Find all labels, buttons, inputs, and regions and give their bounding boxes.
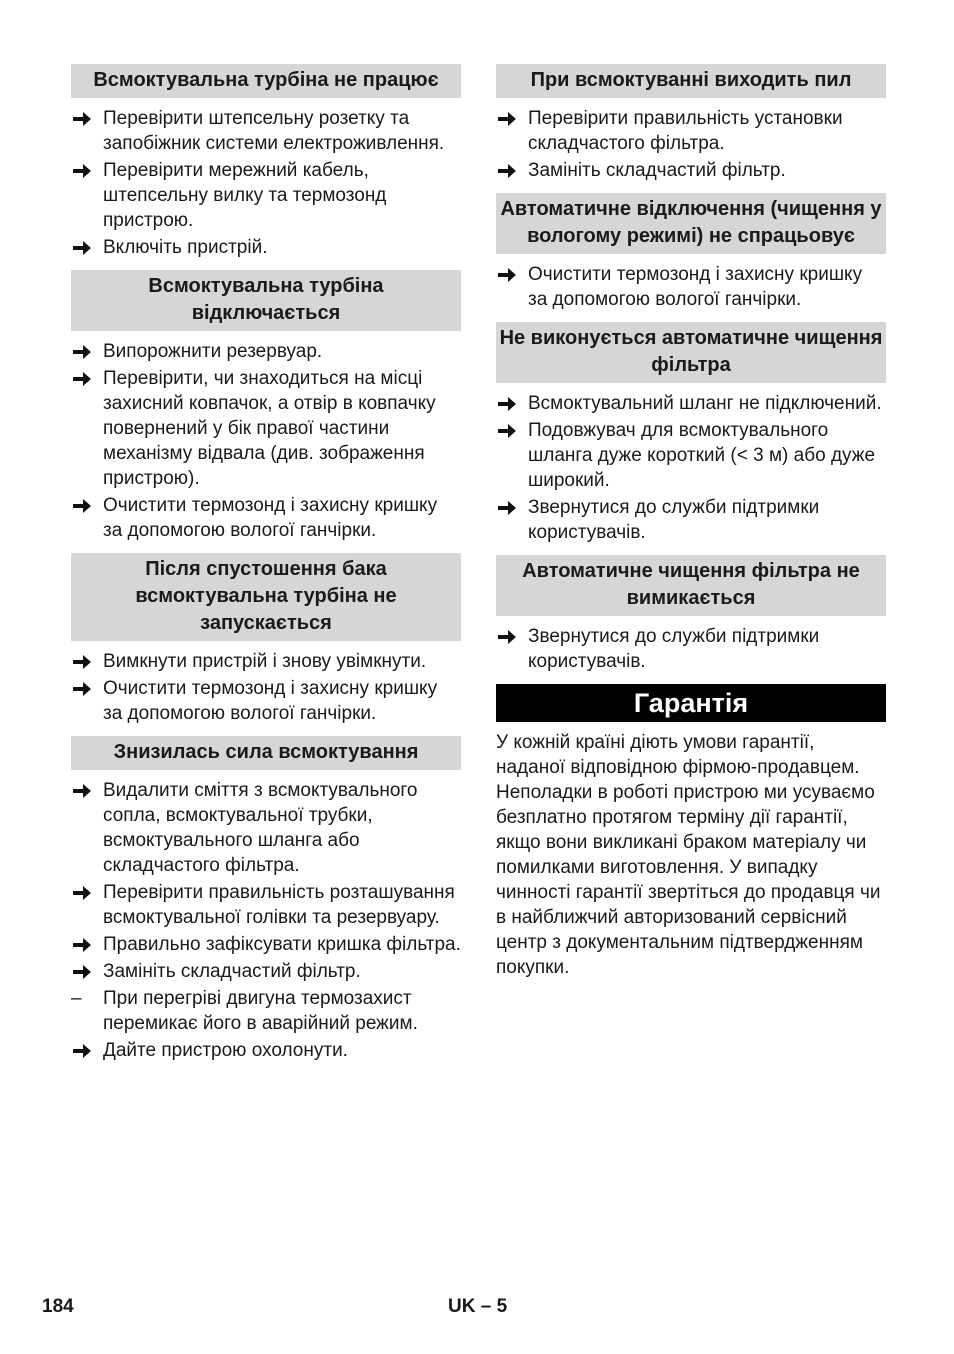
- arrow-right-icon: [498, 163, 516, 179]
- section-heading: При всмоктуванні виходить пил: [496, 64, 886, 98]
- bullet-arrow: [73, 959, 99, 980]
- troubleshooting-section: [71, 736, 461, 1063]
- list-item: [71, 493, 461, 543]
- arrow-right-icon: [73, 498, 91, 514]
- bullet-arrow: [73, 676, 99, 697]
- troubleshooting-section: [496, 64, 886, 183]
- section-heading: Знизилась сила всмоктування: [71, 736, 461, 770]
- bullet-arrow: [498, 391, 524, 412]
- list-item: [71, 339, 461, 364]
- list-item-text: Перевірити правильність установки складчастого фільтра.: [528, 108, 843, 154]
- list-item: [71, 235, 461, 260]
- troubleshooting-section: [71, 64, 461, 260]
- right-column: [496, 64, 886, 980]
- troubleshooting-section: [496, 322, 886, 545]
- arrow-right-icon: [498, 500, 516, 516]
- left-column: [71, 64, 461, 1073]
- bullet-arrow: [498, 418, 524, 439]
- bullet-arrow: [73, 235, 99, 256]
- list-item-text: Перевірити мережний кабель, штепсельну вилку та термозонд пристрою.: [103, 160, 387, 231]
- troubleshooting-section: [71, 270, 461, 543]
- list-item: [496, 418, 886, 493]
- arrow-right-icon: [498, 396, 516, 412]
- list-item-text: Звернутися до служби підтримки користувачів.: [528, 626, 820, 672]
- list-item: [71, 986, 461, 1036]
- section-heading: Всмоктувальна турбіна відключається: [71, 270, 461, 331]
- arrow-right-icon: [73, 937, 91, 953]
- list-item-text: Очистити термозонд і захисну кришку за допомогою вологої ганчірки.: [103, 495, 438, 541]
- arrow-right-icon: [498, 629, 516, 645]
- guarantee-title: Гарантія: [496, 684, 886, 722]
- bullet-arrow: [73, 339, 99, 360]
- troubleshooting-section: [71, 553, 461, 726]
- arrow-right-icon: [73, 240, 91, 256]
- list-item-text: Випорожнити резервуар.: [103, 341, 323, 362]
- bullet-arrow: [73, 778, 99, 799]
- bullet-arrow: [73, 649, 99, 670]
- bullet-arrow: [73, 932, 99, 953]
- list-item-text: Подовжувач для всмоктувального шланга дуже короткий (< 3 м) або дуже широкий.: [528, 420, 876, 491]
- list-item-text: Очистити термозонд і захисну кришку за допомогою вологої ганчірки.: [528, 264, 863, 310]
- list-item-text: Видалити сміття з всмоктувального сопла, всмоктувальної трубки, всмоктувального шланга або складчастого фільтра.: [103, 780, 418, 876]
- list-item-text: Вимкнути пристрій і знову увімкнути.: [103, 651, 427, 672]
- list-item: [496, 495, 886, 545]
- bullet-arrow: [73, 880, 99, 901]
- arrow-right-icon: [73, 783, 91, 799]
- bullet-dash-icon: –: [71, 988, 82, 1009]
- troubleshooting-section: [496, 555, 886, 674]
- list-item: [71, 880, 461, 930]
- list-item-text: Перевірити, чи знаходиться на місці захисний ковпачок, а отвір в ковпачку повернений у бік правої частини механізму відвала (див. зображення пристрою).: [103, 368, 436, 489]
- section-heading: Після спустошення бака всмоктувальна турбіна не запускається: [71, 553, 461, 641]
- list-item-text: Правильно зафіксувати кришка фільтра.: [103, 934, 461, 955]
- list-item-text: Замініть складчастий фільтр.: [528, 160, 786, 181]
- list-item-text: Дайте пристрою охолонути.: [103, 1040, 348, 1061]
- bullet-arrow: [73, 158, 99, 179]
- arrow-right-icon: [73, 163, 91, 179]
- bullet-arrow: [498, 495, 524, 516]
- section-heading: Всмоктувальна турбіна не працює: [71, 64, 461, 98]
- page-number: 184: [42, 1296, 74, 1317]
- list-item-text: Всмоктувальний шланг не підключений.: [528, 393, 882, 414]
- list-item-text: Очистити термозонд і захисну кришку за допомогою вологої ганчірки.: [103, 678, 438, 724]
- bullet-arrow: [73, 1038, 99, 1059]
- troubleshooting-section: [496, 193, 886, 312]
- arrow-right-icon: [73, 654, 91, 670]
- list-item: [496, 391, 886, 416]
- arrow-right-icon: [73, 1043, 91, 1059]
- section-heading: Автоматичне чищення фільтра не вимикається: [496, 555, 886, 616]
- bullet-arrow: [498, 262, 524, 283]
- list-item: [496, 262, 886, 312]
- list-item: [71, 366, 461, 491]
- list-item: [496, 106, 886, 156]
- page-code: UK – 5: [448, 1296, 508, 1317]
- list-item: [71, 778, 461, 878]
- list-item-text: При перегріві двигуна термозахист перемикає його в аварійний режим.: [103, 988, 418, 1034]
- bullet-arrow: [498, 624, 524, 645]
- list-item-text: Замініть складчастий фільтр.: [103, 961, 361, 982]
- section-heading: Не виконується автоматичне чищення фільтра: [496, 322, 886, 383]
- arrow-right-icon: [498, 423, 516, 439]
- list-item: [496, 624, 886, 674]
- arrow-right-icon: [73, 885, 91, 901]
- arrow-right-icon: [73, 111, 91, 127]
- section-heading: Автоматичне відключення (чищення у вологому режимі) не спрацьовує: [496, 193, 886, 254]
- bullet-arrow: [73, 493, 99, 514]
- bullet-arrow: [73, 106, 99, 127]
- list-item: [496, 158, 886, 183]
- guarantee-text: У кожній країні діють умови гарантії, наданої відповідною фірмою-продавцем. Неполадки в роботі пристрою ми усуваємо безплатно протягом терміну дії гарантії, якщо вони викликані браком матеріалу чи помилками виготовлення. У випадку чинності гарантії звертіться до продавця чи в найближчий авторизований сервісний центр з документальним підтвердженням покупки.: [496, 732, 881, 978]
- right-sections: [496, 64, 886, 674]
- bullet-arrow: [498, 158, 524, 179]
- arrow-right-icon: [73, 371, 91, 387]
- arrow-right-icon: [73, 681, 91, 697]
- list-item-text: Включіть пристрій.: [103, 237, 268, 258]
- list-item: [71, 106, 461, 156]
- arrow-right-icon: [498, 267, 516, 283]
- arrow-right-icon: [498, 111, 516, 127]
- bullet-arrow: [498, 106, 524, 127]
- list-item: [71, 959, 461, 984]
- list-item: [71, 649, 461, 674]
- bullet-arrow: [73, 366, 99, 387]
- list-item-text: Звернутися до служби підтримки користувачів.: [528, 497, 820, 543]
- arrow-right-icon: [73, 964, 91, 980]
- list-item: [71, 158, 461, 233]
- list-item: [71, 676, 461, 726]
- list-item-text: Перевірити правильність розташування всмоктувальної голівки та резервуару.: [103, 882, 455, 928]
- arrow-right-icon: [73, 344, 91, 360]
- list-item: [71, 1038, 461, 1063]
- list-item: [71, 932, 461, 957]
- list-item-text: Перевірити штепсельну розетку та запобіжник системи електроживлення.: [103, 108, 445, 154]
